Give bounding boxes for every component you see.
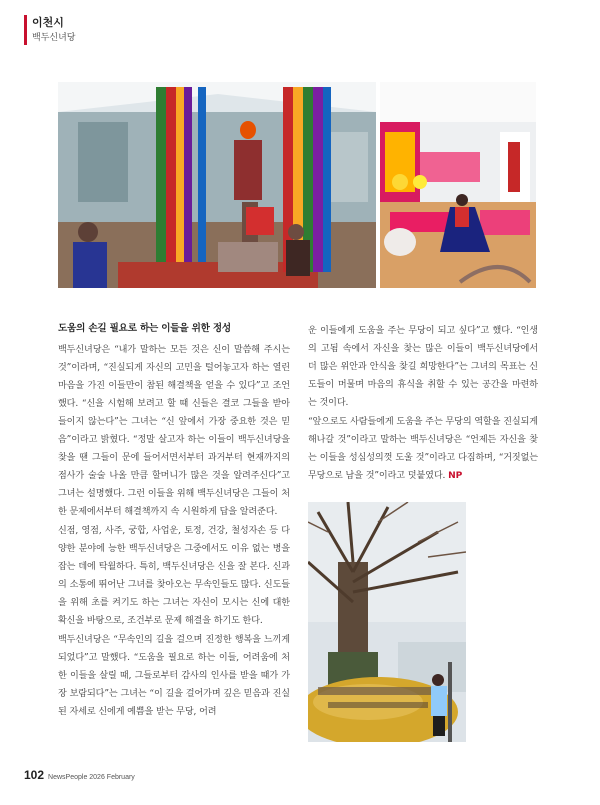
article-paragraph: 백두신녀당은 “무속인의 길을 걸으며 진정한 행복을 느끼게 되었다”고 말했다. “도움을 필요로 하는 이들, 어려움에 처한 이들을 살릴 때, 그들로부터 감사의 인사를 받을 때가 가장 보람되다”는 그녀는 “이 길을 걸어가며 깊은 믿음과 진실된 자세로 신에게 예쁨을 받는 무당, 어려 — [58, 635, 290, 717]
article-left-column — [58, 320, 290, 722]
region-name: 이천시 — [32, 16, 64, 29]
tree-photo — [308, 502, 466, 742]
header-accent-bar — [24, 15, 27, 45]
np-end-mark: NP — [448, 471, 463, 481]
article-paragraph: 백두신녀당은 “내가 말하는 모든 것은 신이 말씀해 주시는 것”이라며, “진실되게 자신의 고민을 털어놓고자 하는 열린 마음을 가진 이들만이 참된 해결책을 얻을 수 있다”고 조언했다. “신을 시험해 보려고 할 때 신들은 결코 그들을 받아들이지 않는다”는 그녀는 “신 앞에서 가장 중요한 것은 믿음”이라고 밝혔다. “정말 살고자 하는 이들이 백두신녀당을 찾을 땐 그들이 문에 들어서면서부터 과거부터 현재까지의 점사가 술술 나올 만큼 할머니가 많은 것을 알려주신다”고 그녀는 설명했다. 그런 이들을 위해 백두신녀당은 그들이 처한 문제에서부터 해결책까지 속 시원하게 답을 알려준다. — [58, 345, 290, 517]
page-footer — [24, 768, 135, 782]
magazine-name: NewsPeople 2026 February — [48, 774, 135, 781]
shrine-photo — [380, 82, 536, 288]
article-paragraph-text: “앞으로도 사람들에게 도움을 주는 무당의 역할을 진실되게 해나갈 것”이라고 말하는 백두신녀당은 “언제든 자신을 찾는 이들을 성심성의껏 도울 것”이라고 다짐하며, “거짓없는 무당으로 남을 것”이라고 덧붙였다. — [308, 417, 538, 481]
article-paragraph — [308, 413, 538, 485]
article-paragraph: 신점, 영점, 사주, 궁합, 사업운, 토정, 건강, 철성자손 등 다양한 분야에 능한 백두신녀당은 그중에서도 이유 없는 병을 잡는 데에 탁월하다. 특히, 백두신녀당은 신을 잘 본다. 신과의 소통에 뛰어난 그녀를 찾아오는 무속인들도 많다. 신도들을 위해 초를 켜기도 하는 그녀는 자신이 모시는 신에 대한 확신을 바탕으로, 조건부로 문제 해결을 하기도 한다. — [58, 526, 290, 626]
article-right-column — [308, 322, 538, 486]
section-title: 도움의 손길 필요로 하는 이들을 위한 정성 — [58, 323, 231, 334]
ritual-photo — [58, 82, 376, 288]
article-paragraph: 운 이들에게 도움을 주는 무당이 되고 싶다”고 했다. “인생의 고됨 속에서 자신을 찾는 많은 이들이 백두신녀당에서 더 많은 위안과 안식을 찾길 희망한다”는 그녀의 목표는 신도들이 머물며 마음의 휴식을 취할 수 있는 공간을 마련하는 것이다. — [308, 326, 538, 408]
shop-name: 백두신녀당 — [32, 33, 76, 43]
page-number: 102 — [24, 768, 45, 782]
